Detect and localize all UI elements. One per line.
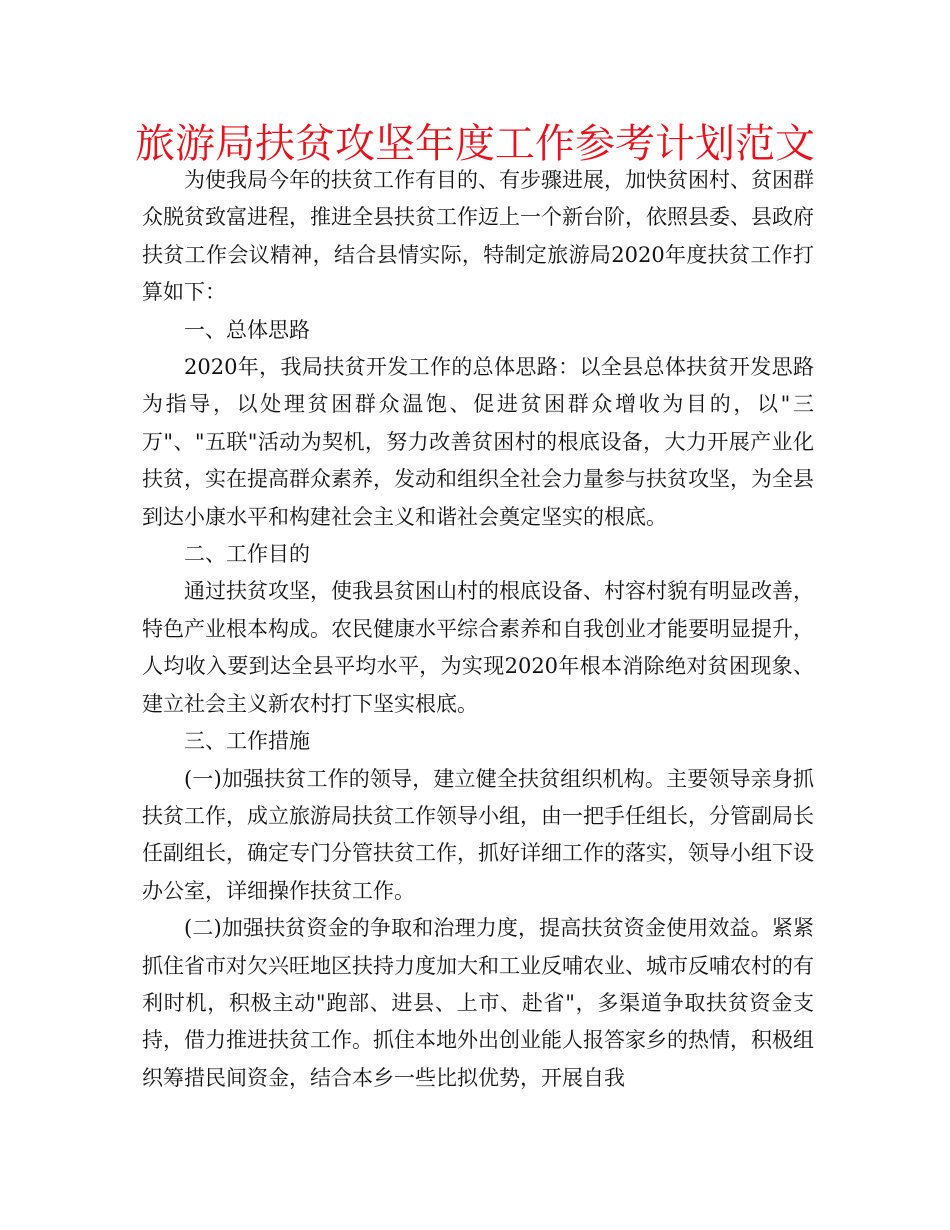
- section-heading-objectives: 二、工作目的: [184, 542, 310, 567]
- document-title: 旅游局扶贫攻坚年度工作参考计划范文: [135, 121, 815, 167]
- section-heading-overall-approach: 一、总体思路: [184, 317, 310, 342]
- objectives-paragraph: 通过扶贫攻坚，使我县贫困山村的根底设备、村容村貌有明显改善，特色产业根本构成。农民健康水平综合素养和自我创业才能要明显提升，人均收入要到达全县平均水平，为实现2020年根本消除绝对贫困现象、建立社会主义新农村打下坚实根底。: [142, 579, 814, 716]
- section-heading-measures: 三、工作措施: [184, 729, 310, 754]
- document-body: [142, 162, 814, 1097]
- overall-approach-paragraph: 2020年，我局扶贫开发工作的总体思路：以全县总体扶贫开发思路为指导，以处理贫困群众温饱、促进贫困群众增收为目的，以"三万"、"五联"活动为契机，努力改善贫困村的根底设备，大力开展产业化扶贫，实在提高群众素养，发动和组织全社会力量参与扶贫攻坚，为全县到达小康水平和构建社会主义和谐社会奠定坚实的根底。: [142, 355, 814, 529]
- measure-1-paragraph: (一)加强扶贫工作的领导，建立健全扶贫组织机构。主要领导亲身抓扶贫工作，成立旅游局扶贫工作领导小组，由一把手任组长，分管副局长任副组长，确定专门分管扶贫工作，抓好详细工作的落实，领导小组下设办公室，详细操作扶贫工作。: [142, 766, 814, 903]
- intro-paragraph: 为使我局今年的扶贫工作有目的、有步骤进展，加快贫困村、贫困群众脱贫致富进程，推进全县扶贫工作迈上一个新台阶，依照县委、县政府扶贫工作会议精神，结合县情实际，特制定旅游局2020年度扶贫工作打算如下：: [142, 168, 814, 305]
- measure-2-paragraph: (二)加强扶贫资金的争取和治理力度，提高扶贫资金使用效益。紧紧抓住省市对欠兴旺地区扶持力度加大和工业反哺农业、城市反哺农村的有利时机，积极主动"跑部、进县、上市、赴省"，多渠道争取扶贫资金支持，借力推进扶贫工作。抓住本地外出创业能人报答家乡的热情，积极组织筹措民间资金，结合本乡一些比拟优势，开展自我: [142, 916, 814, 1090]
